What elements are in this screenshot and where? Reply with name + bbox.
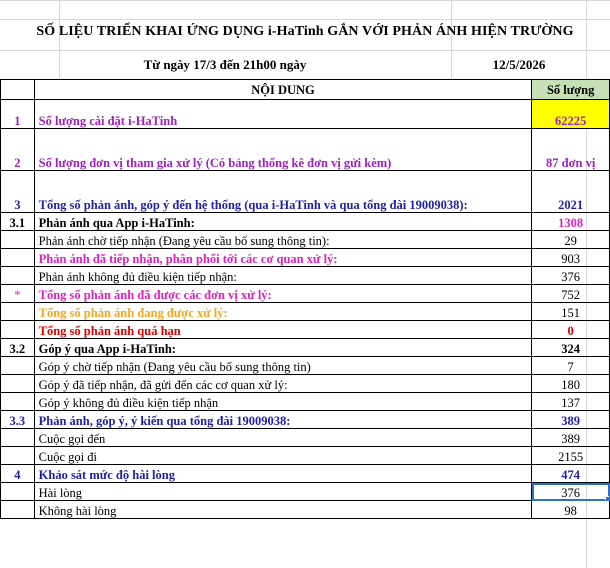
row-index[interactable] [1, 249, 35, 267]
date-range-label: Từ ngày 17/3 đến 21h00 ngày [143, 57, 307, 72]
header-index-cell[interactable] [1, 80, 35, 100]
row-label[interactable]: Tổng số phản ánh, góp ý đến hệ thống (qua i-HaTinh và qua tổng đài 19009038): [34, 171, 532, 213]
row-index[interactable] [1, 429, 35, 447]
row-value: 376 [561, 486, 581, 500]
row-label[interactable]: Hài lòng [34, 483, 532, 501]
row-index[interactable]: 3.3 [1, 411, 35, 429]
selected-cell[interactable] [532, 483, 610, 501]
row-index[interactable] [1, 267, 35, 285]
row-value[interactable]: 389 [532, 429, 610, 447]
statistics-table [0, 79, 610, 519]
fill-handle[interactable] [605, 496, 610, 501]
row-index[interactable] [1, 321, 35, 339]
row-value[interactable]: 2155 [532, 447, 610, 465]
row-index[interactable] [1, 483, 35, 501]
row-label[interactable]: Tổng số phản ánh quá hạn [34, 321, 532, 339]
row-label[interactable]: Không hài lòng [34, 501, 532, 519]
row-label[interactable]: Góp ý chờ tiếp nhận (Đang yêu cầu bổ sung thông tin) [34, 357, 532, 375]
row-label[interactable]: Góp ý không đủ điều kiện tiếp nhận [34, 393, 532, 411]
row-label[interactable]: Cuộc gọi đi [34, 447, 532, 465]
row-index[interactable]: 1 [1, 100, 35, 129]
row-index[interactable]: 2 [1, 129, 35, 171]
row-label[interactable]: Phản ánh không đủ điều kiện tiếp nhận: [34, 267, 532, 285]
row-value[interactable]: 1308 [532, 213, 610, 231]
row-index[interactable] [1, 393, 35, 411]
row-value[interactable]: 7 [532, 357, 610, 375]
row-label[interactable]: Tổng số phản ánh đang được xử lý: [34, 303, 532, 321]
row-index[interactable]: 4 [1, 465, 35, 483]
row-index[interactable]: 3 [1, 171, 35, 213]
row-index[interactable] [1, 375, 35, 393]
row-index[interactable]: * [1, 285, 35, 303]
row-value[interactable]: 62225 [532, 100, 610, 129]
header-amount-cell[interactable]: Số lượng [532, 80, 610, 100]
row-index[interactable] [1, 231, 35, 249]
report-date: 12/5/2026 [492, 57, 546, 72]
row-label[interactable]: Góp ý đã tiếp nhận, đã gửi đến các cơ quan xử lý: [34, 375, 532, 393]
header-content-cell[interactable]: NỘI DUNG [34, 80, 532, 100]
row-index[interactable] [1, 357, 35, 375]
row-label[interactable]: Phản ánh đã tiếp nhận, phân phối tới các cơ quan xử lý: [34, 249, 532, 267]
row-label[interactable]: Tổng số phản ánh đã được các đơn vị xử lý: [34, 285, 532, 303]
row-label[interactable]: Phản ánh chờ tiếp nhận (Đang yêu cầu bổ sung thông tin): [34, 231, 532, 249]
row-index[interactable] [1, 501, 35, 519]
row-index[interactable]: 3.2 [1, 339, 35, 357]
row-label[interactable]: Cuộc gọi đến [34, 429, 532, 447]
row-value[interactable]: 752 [532, 285, 610, 303]
row-label[interactable]: Số lượng cài đặt i-HaTinh [34, 100, 532, 129]
row-index[interactable] [1, 303, 35, 321]
row-value[interactable]: 29 [532, 231, 610, 249]
sheet-title: SỐ LIỆU TRIỂN KHAI ỨNG DỤNG i-HaTinh GẮN VỚI PHẢN ÁNH HIỆN TRƯỜNG [36, 24, 574, 39]
row-value[interactable]: 474 [532, 465, 610, 483]
row-value[interactable]: 151 [532, 303, 610, 321]
row-label[interactable]: Góp ý qua App i-HaTinh: [34, 339, 532, 357]
row-value[interactable]: 376 [532, 267, 610, 285]
row-value[interactable]: 903 [532, 249, 610, 267]
row-index[interactable] [1, 447, 35, 465]
row-value[interactable]: 0 [532, 321, 610, 339]
row-value[interactable]: 389 [532, 411, 610, 429]
row-value[interactable]: 2021 [532, 171, 610, 213]
row-label[interactable]: Khảo sát mức độ hài lòng [34, 465, 532, 483]
row-value[interactable]: 180 [532, 375, 610, 393]
row-label[interactable]: Số lượng đơn vị tham gia xử lý (Có bảng thống kê đơn vị gửi kèm) [34, 129, 532, 171]
row-label[interactable]: Phản ánh qua App i-HaTinh: [34, 213, 532, 231]
row-label[interactable]: Phản ánh, góp ý, ý kiến qua tổng đài 19009038: [34, 411, 532, 429]
row-value[interactable]: 324 [532, 339, 610, 357]
row-value[interactable]: 98 [532, 501, 610, 519]
row-value[interactable]: 137 [532, 393, 610, 411]
row-value[interactable]: 87 đơn vị [532, 129, 610, 171]
row-index[interactable]: 3.1 [1, 213, 35, 231]
